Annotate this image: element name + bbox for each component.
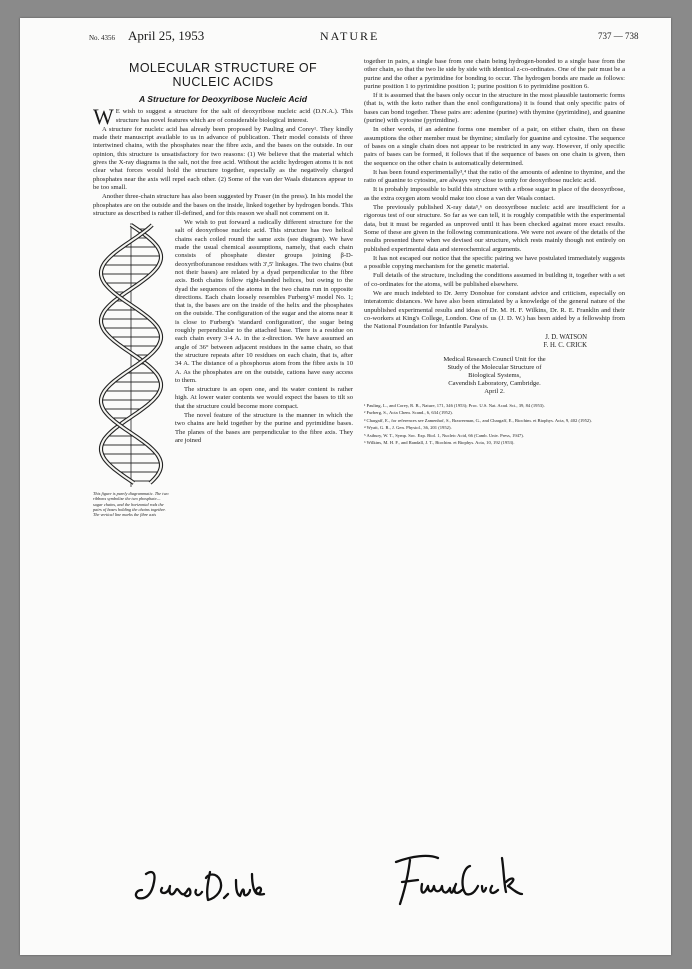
paragraph: We are much indebted to Dr. Jerry Donohue for constant advice and criticism, especially on interatomic distances. We have also been stimulated by a knowledge of the general nature of the unpublished experimental results and ideas of Dr. M. H. F. Wilkins, Dr. R. E. Franklin and their co-workers at King's College, London. One of us (J. D. W.) has been aided by a fellowship from the National Foundation for Infantile Paralysis. — [364, 290, 625, 331]
affiliation-line: Cavendish Laboratory, Cambridge. — [448, 380, 541, 388]
affiliation-line: Biological Systems, — [468, 371, 521, 379]
article-subtitle: A Structure for Deoxyribose Nucleic Acid — [139, 94, 307, 104]
affiliation-line: Study of the Molecular Structure of — [447, 363, 542, 371]
affiliation — [364, 356, 625, 397]
paragraph: The previously published X-ray data⁵,⁶ on deoxyribose nucleic acid are insufficient for a rigorous test of our structure. So far as we can tell, it is roughly compatible with the experimental data, but it must be regarded as unproved until it has been checked against more exact results. Some of these are given in the following communications. We were not aware of the details of the results presented there when we devised our structure, which rests mainly though not entirely on published experimental data and stereochemical arguments. — [364, 204, 625, 253]
double-helix-diagram — [93, 221, 169, 489]
affiliation-line: April 2. — [484, 388, 505, 396]
issue-number: No. 4356 — [89, 34, 116, 42]
reference: ³ Chargaff, E., for references see Zamenhof, S., Brawerman, G., and Chargaff, E., Biochim. et Biophys. Acta, 9, 402 (1952). — [364, 417, 592, 423]
right-column — [364, 58, 625, 448]
reference: ⁶ Wilkins, M. H. F., and Randall, J. T., Biochim. et Biophys. Acta, 10, 192 (1953). — [364, 440, 515, 446]
double-helix-figure — [93, 221, 169, 543]
drop-cap: W — [93, 104, 114, 130]
paragraph: We wish to put forward a radically different structure for the salt of deoxyribose nucleic acid. This structure has two helical chains each coiled round the same axis (see diagram). We have made the usual chemical assumptions, namely, that each chain consists of phosphate diester groups joining β-D-deoxyribofuranose residues with 3',5' linkages. The two chains (but not their bases) are related by a dyad perpendicular to the fibre axis. Both chains follow right-handed helices, but owing to the dyad the sequences of the atoms in the two chains run in opposite directions. Each chain loosely resembles Furberg's² model No. 1; that is, the bases are on the inside of the helix and the phosphates on the outside. The configuration of the sugar and the atoms near it is close to Furberg's 'standard configuration', the sugar being roughly perpendicular to the attached base. There is a residue on each chain every 3·4 A. in the z-direction. We have assumed an angle of 36° between adjacent residues in the same chain, so that the structure repeats after 10 residues on each chain, that is, after 34 A. The distance of a phosphorus atom from the fibre axis is 10 A. As the phosphates are on the outside, cations have easy access to them. — [175, 219, 353, 384]
article-title: MOLECULAR STRUCTURE OF NUCLEIC ACIDS — [129, 61, 317, 89]
journal-masthead: NATURE — [320, 29, 380, 43]
paragraph: W E wish to suggest a structure for the salt of deoxyribose nucleic acid (D.N.A.). This structure has novel features which are of considerable biological interest. — [93, 104, 353, 130]
reference-list — [364, 403, 625, 448]
issue-date: April 25, 1953 — [128, 28, 205, 43]
paragraph: A structure for nucleic acid has already been proposed by Pauling and Corey¹. They kindly made their manuscript available to us in advance of publication. Their model consists of three intertwined chains, with the phosphates near the fibre axis, and the bases on the outside. In our opinion, this structure is unsatisfactory for two reasons: (1) We believe that the material which gives the X-ray diagrams is the salt, not the free acid. Without the acidic hydrogen atoms it is not clear what forces would hold the structure together, especially as the negatively charged phosphates near the axis will repel each other. (2) Some of the van der Waals distances appear to be too small. — [93, 125, 353, 191]
paragraph: If it is assumed that the bases only occur in the structure in the most plausible tautomeric forms (that is, with the keto rather than the enol configurations) it is found that only specific pairs of bases can bond together. These pairs are: adenine (purine) with thymine (pyrimidine), and guanine (purine) with cytosine (pyrimidine). — [364, 92, 625, 125]
paragraph: The novel feature of the structure is the manner in which the two chains are held together by the purine and pyrimidine bases. The planes of the bases are perpendicular to the fibre axis. They are joined — [175, 411, 353, 444]
paragraph: Full details of the structure, including the conditions assumed in building it, together with a set of co-ordinates for the atoms, will be published elsewhere. — [364, 272, 625, 288]
article-page — [20, 18, 671, 955]
author-name: F. H. C. CRICK — [543, 342, 587, 349]
paragraph: The structure is an open one, and its water content is rather high. At lower water contents we would expect the bases to tilt so that the structure could become more compact. — [175, 386, 353, 410]
reference: ⁵ Astbury, W. T., Symp. Soc. Exp. Biol. 1, Nucleic Acid, 66 (Camb. Univ. Press, 1947). — [364, 432, 524, 438]
handwritten-signatures — [20, 848, 671, 928]
reference: ² Furberg, S., Acta Chem. Scand., 6, 634 (1952). — [364, 410, 453, 416]
page-range: 737 — 738 — [598, 31, 639, 41]
page-header — [20, 28, 671, 48]
figure-caption: This figure is purely diagrammatic. The two ribbons symbolize the two phosphate—sugar chains, and the horizontal rods the pairs of bases holding the chains together. The vertical line marks the fibre axis — [93, 491, 169, 518]
signature-crick — [388, 848, 533, 914]
reference: ¹ Pauling, L., and Corey, R. B., Nature, 171, 346 (1953); Proc. U.S. Nat. Acad. Sci., 39, 84 (1953). — [364, 402, 545, 408]
paragraph: Another three-chain structure has also been suggested by Fraser (in the press). In his model the phosphates are on the outside and the bases on the inside, linked together by hydrogen bonds. This structure as described is rather ill-defined, and for this reason we shall not comment on it. — [93, 193, 353, 217]
paragraph: together in pairs, a single base from one chain being hydrogen-bonded to a single base from the other chain, so that the two lie side by side with identical z-co-ordinates. One of the pair must be a purine and the other a pyrimidine for bonding to occur. The hydrogen bonds are made as follows: purine position 1 to pyrimidine position 1; purine position 6 to pyrimidine position 6. — [364, 58, 625, 90]
affiliation-line: Medical Research Council Unit for the — [443, 355, 546, 363]
reference: ⁴ Wyatt, G. R., J. Gen. Physiol., 36, 201 (1952). — [364, 425, 452, 431]
author-list — [364, 334, 625, 351]
paragraph: It has not escaped our notice that the specific pairing we have postulated immediately suggests a possible copying mechanism for the genetic material. — [364, 254, 625, 271]
left-column — [93, 58, 353, 545]
paragraph: In other words, if an adenine forms one member of a pair, on either chain, then on these assumptions the other member must be thymine; similarly for guanine and cytosine. The sequence of bases on a single chain does not appear to be restricted in any way. However, if only specific pairs of bases can be formed, it follows that if the sequence of bases on one chain is given, then the sequence on the other chain is automatically determined. — [364, 126, 625, 167]
paragraph: It has been found experimentally³,⁴ that the ratio of the amounts of adenine to thymine, and the ratio of guanine to cytosine, are always very close to unity for deoxyribose nucleic acid. — [364, 168, 625, 185]
paragraph: It is probably impossible to build this structure with a ribose sugar in place of the deoxyribose, as the extra oxygen atom would make too close a van der Waals contact. — [364, 186, 625, 202]
signature-watson — [132, 860, 272, 912]
author-name: J. D. WATSON — [545, 333, 587, 341]
